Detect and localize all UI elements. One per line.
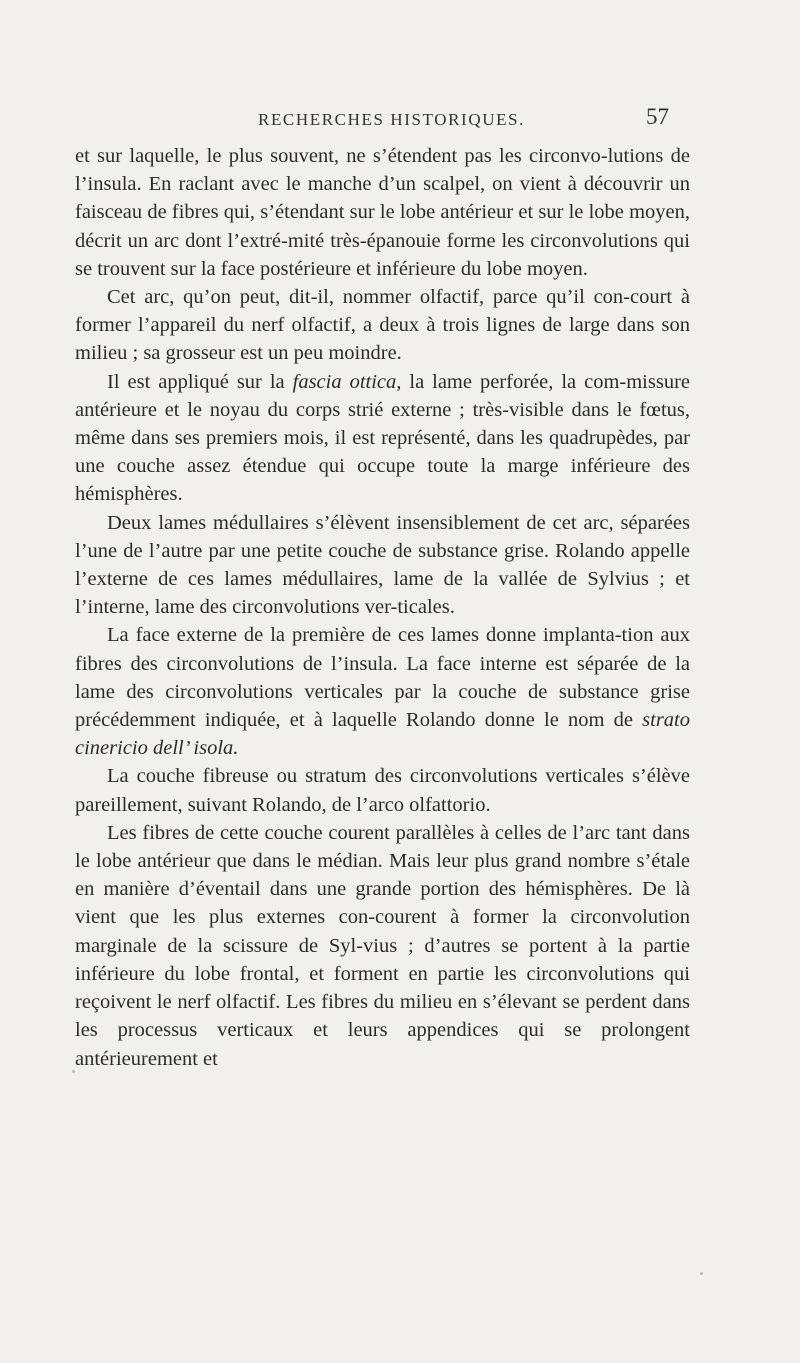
paragraph-text: Cet arc, qu’on peut, dit-il, nommer olfactif, parce qu’il con-court à former l’appareil du nerf olfactif, a deux à trois lignes de large dans son milieu ; sa grosseur est un peu moindre. (75, 286, 690, 365)
paragraph-1 (75, 142, 690, 283)
paragraph-text: et sur laquelle, le plus souvent, ne s’étendent pas les circonvo-lutions de l’insula. En raclant avec le manche d’un scalpel, on vient à découvrir un faisceau de fibres qui, s’étendant sur le lobe antérieur et sur le lobe moyen, décrit un arc dont l’extré-mité très-épanouie forme les circonvolutions qui se trouvent sur la face postérieure et inférieure du lobe moyen. (75, 145, 690, 280)
paragraph-4 (75, 509, 690, 622)
page-number: 57 (646, 104, 669, 129)
paragraph-text: Les fibres de cette couche courent parallèles à celles de l’arc tant dans le lobe antérieur que dans le médian. Mais leur plus grand nombre s’étale en manière d’éventail dans une grande portion des hémisphères. De là vient que les plus externes con-courent à former la circonvolution marginale de la scissure de Syl-vius ; d’autres se portent à la partie inférieure du lobe frontal, et forment en partie les circonvolutions qui reçoivent le nerf olfactif. Les fibres du milieu en s’élevant se perdent dans les processus verticaux et leurs appendices qui se prolongent antérieurement et (75, 821, 690, 1070)
italic-term: strato cinericio dell’ isola. (75, 709, 690, 760)
running-head: RECHERCHES HISTORIQUES. (258, 110, 525, 129)
paragraph-2 (75, 283, 690, 368)
body-text (75, 142, 690, 1073)
paragraph-7 (75, 819, 690, 1073)
paragraph-text: La couche fibreuse ou stratum des circonvolutions verticales s’élève pareillement, suivant Rolando, de l’arco olfattorio. (75, 765, 690, 816)
paragraph-3 (75, 368, 690, 509)
paper-speck (72, 1070, 75, 1073)
italic-term: fascia ottica, (292, 370, 402, 393)
paragraph-text: Deux lames médullaires s’élèvent insensiblement de cet arc, séparées l’une de l’autre par une petite couche de substance grise. Rolando appelle l’externe de ces lames médullaires, lame de la vallée de Sylvius ; et l’interne, lame des circonvolutions ver-ticales. (75, 511, 690, 619)
paragraph-6 (75, 762, 690, 818)
paragraph-text: la lame perforée, la com-missure antérieure et le noyau du corps strié externe ; très-visible dans le fœtus, même dans ses premiers mois, il est représenté, dans les quadrupèdes, par une couche assez étendue qui occupe toute la marge inférieure des hémisphères. (75, 370, 690, 506)
paragraph-text: Il est appliqué sur la (107, 370, 293, 393)
paper-speck (700, 1272, 703, 1275)
paragraph-text: La face externe de la première de ces lames donne implanta-tion aux fibres des circonvolutions de l’insula. La face interne est séparée de la lame des circonvolutions verticales par la couche de substance grise précédemment indiquée, et à laquelle Rolando donne le nom de (75, 624, 690, 732)
paragraph-5 (75, 621, 690, 762)
